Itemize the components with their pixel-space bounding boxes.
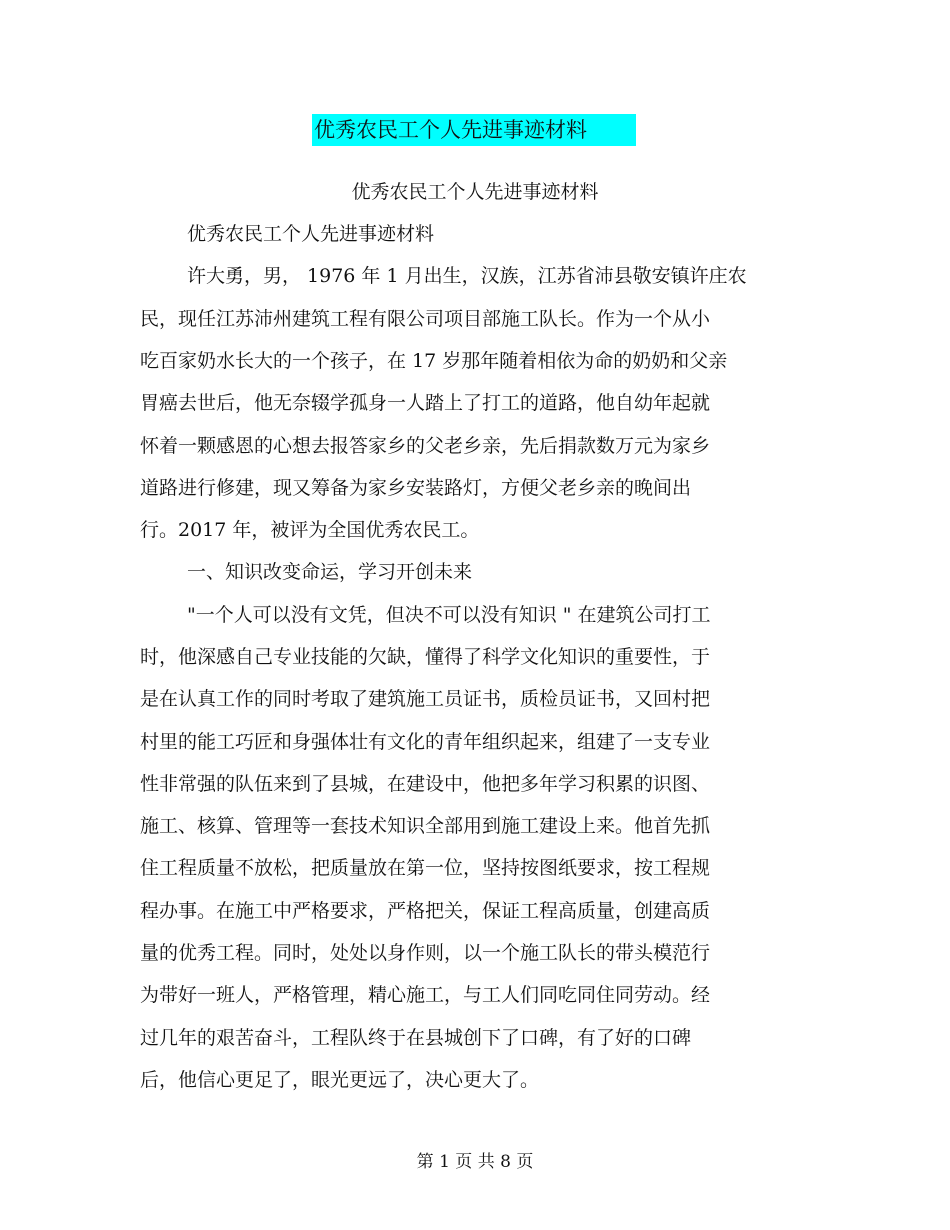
paragraph-line: 住工程质量不放松，把质量放在第一位，坚持按图纸要求，按工程规 [140, 857, 711, 879]
paragraph-line: 量的优秀工程。同时，处处以身作则，以一个施工队长的带头模范行 [140, 942, 711, 964]
section-heading: 一、知识改变命运，学习开创未来 [187, 561, 473, 583]
paragraph-line: 过几年的艰苦奋斗，工程队终于在县城创下了口碑，有了好的口碑 [140, 1027, 692, 1049]
document-subtitle: 优秀农民工个人先进事迹材料 [351, 181, 599, 203]
paragraph-line: 吃百家奶水长大的一个孩子，在 17 岁那年随着相依为命的奶奶和父亲 [140, 350, 728, 372]
paragraph-line: 后，他信心更足了，眼光更远了，决心更大了。 [140, 1069, 540, 1091]
paragraph-line: 性非常强的队伍来到了县城，在建设中，他把多年学习积累的识图、 [140, 773, 711, 795]
paragraph-line: 许大勇，男， 1976 年 1 月出生，汉族，江苏省沛县敬安镇许庄农 [187, 265, 747, 287]
document-title: 优秀农民工个人先进事迹材料 [312, 114, 636, 146]
paragraph-line: 程办事。在施工中严格要求，严格把关，保证工程高质量，创建高质 [140, 900, 711, 922]
document-heading: 优秀农民工个人先进事迹材料 [187, 223, 435, 245]
paragraph-line: 为带好一班人，严格管理，精心施工，与工人们同吃同住同劳动。经 [140, 984, 711, 1006]
paragraph-line: 行。2017 年，被评为全国优秀农民工。 [140, 519, 480, 541]
paragraph-line: 道路进行修建，现又筹备为家乡安装路灯，方便父老乡亲的晚间出 [140, 477, 692, 499]
paragraph-line: 施工、核算、管理等一套技术知识全部用到施工建设上来。他首先抓 [140, 815, 711, 837]
paragraph-line: 胃癌去世后，他无奈辍学孤身一人踏上了打工的道路，他自幼年起就 [140, 392, 711, 414]
paragraph-line: 时，他深感自己专业技能的欠缺，懂得了科学文化知识的重要性，于 [140, 646, 711, 668]
paragraph-line: 民，现任江苏沛州建筑工程有限公司项目部施工队长。作为一个从小 [140, 308, 711, 330]
paragraph-line: 怀着一颗感恩的心想去报答家乡的父老乡亲，先后捐款数万元为家乡 [140, 435, 711, 457]
paragraph-line: 村里的能工巧匠和身强体壮有文化的青年组织起来，组建了一支专业 [140, 731, 711, 753]
paragraph-line: "一个人可以没有文凭，但决不可以没有知识 " 在建筑公司打工 [187, 604, 711, 626]
page-indicator: 第 1 页 共 8 页 [416, 1152, 534, 1172]
paragraph-line: 是在认真工作的同时考取了建筑施工员证书，质检员证书，又回村把 [140, 688, 711, 710]
